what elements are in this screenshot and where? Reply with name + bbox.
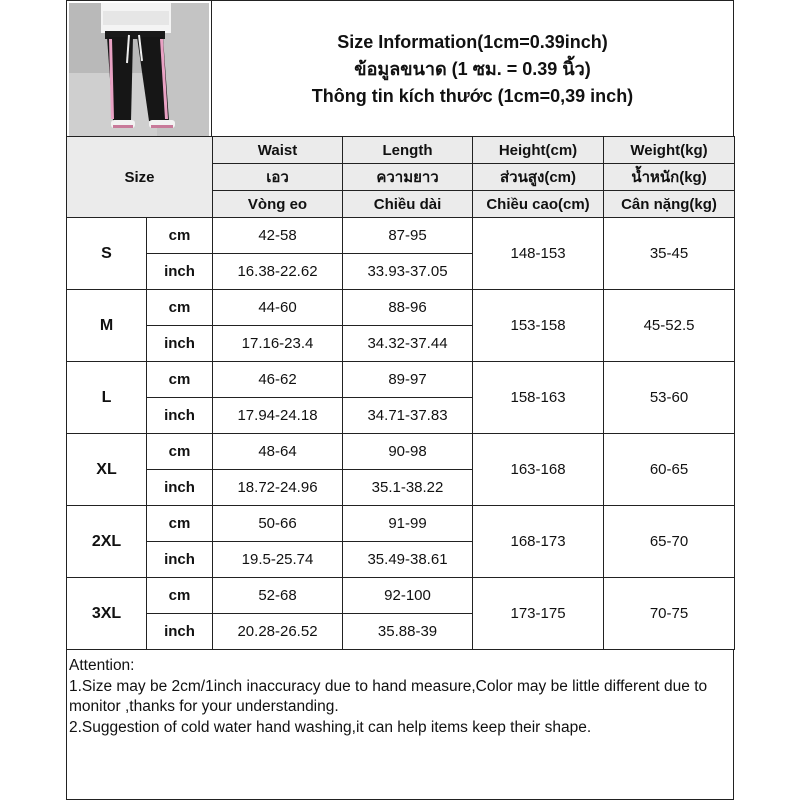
waist-cm: 50-66: [213, 506, 343, 542]
size-label: 3XL: [67, 578, 147, 650]
height-header-th: ส่วนสูง(cm): [473, 164, 604, 191]
title-vietnamese: Thông tin kích thước (1cm=0,39 inch): [311, 86, 634, 106]
table-row: [67, 218, 735, 254]
weight-range: 35-45: [604, 218, 735, 290]
waist-inch: 16.38-22.62: [213, 254, 343, 290]
weight-range: 60-65: [604, 434, 735, 506]
height-header-vi: Chiều cao(cm): [473, 191, 604, 218]
waist-inch: 19.5-25.74: [213, 542, 343, 578]
unit-cm: cm: [147, 578, 213, 614]
weight-header-vi: Cân nặng(kg): [604, 191, 735, 218]
unit-inch: inch: [147, 614, 213, 650]
header-row-english: [67, 137, 735, 164]
length-inch: 34.32-37.44: [343, 326, 473, 362]
length-inch: 33.93-37.05: [343, 254, 473, 290]
unit-cm: cm: [147, 290, 213, 326]
waist-cm: 44-60: [213, 290, 343, 326]
unit-inch: inch: [147, 254, 213, 290]
unit-cm: cm: [147, 506, 213, 542]
height-header-en: Height(cm): [473, 137, 604, 164]
attention-note-2: 2.Suggestion of cold water hand washing,it can help items keep their shape.: [69, 718, 592, 736]
length-inch: 35.88-39: [343, 614, 473, 650]
length-header-en: Length: [343, 137, 473, 164]
length-cm: 87-95: [343, 218, 473, 254]
title-english: Size Information(1cm=0.39inch): [337, 32, 608, 52]
weight-header-en: Weight(kg): [604, 137, 735, 164]
weight-range: 53-60: [604, 362, 735, 434]
table-row: [67, 362, 735, 398]
height-range: 168-173: [473, 506, 604, 578]
length-inch: 35.49-38.61: [343, 542, 473, 578]
weight-range: 65-70: [604, 506, 735, 578]
size-table: [66, 136, 735, 650]
header-photo-divider: [211, 0, 212, 137]
length-inch: 34.71-37.83: [343, 398, 473, 434]
waist-inch: 18.72-24.96: [213, 470, 343, 506]
unit-inch: inch: [147, 542, 213, 578]
waist-inch: 20.28-26.52: [213, 614, 343, 650]
size-label: L: [67, 362, 147, 434]
length-cm: 89-97: [343, 362, 473, 398]
table-row: [67, 434, 735, 470]
unit-cm: cm: [147, 362, 213, 398]
unit-cm: cm: [147, 218, 213, 254]
length-header-th: ความยาว: [343, 164, 473, 191]
model-wearing-track-pants-image: [69, 3, 209, 136]
waist-header-vi: Vòng eo: [213, 191, 343, 218]
length-header-vi: Chiều dài: [343, 191, 473, 218]
length-inch: 35.1-38.22: [343, 470, 473, 506]
length-cm: 91-99: [343, 506, 473, 542]
table-row: [67, 578, 735, 614]
waist-header-en: Waist: [213, 137, 343, 164]
product-photo: [69, 3, 209, 136]
waist-cm: 42-58: [213, 218, 343, 254]
height-range: 173-175: [473, 578, 604, 650]
size-label: XL: [67, 434, 147, 506]
unit-cm: cm: [147, 434, 213, 470]
frame-top: [66, 0, 734, 1]
length-cm: 88-96: [343, 290, 473, 326]
unit-inch: inch: [147, 326, 213, 362]
size-label: M: [67, 290, 147, 362]
waist-inch: 17.94-24.18: [213, 398, 343, 434]
unit-inch: inch: [147, 470, 213, 506]
table-row: [67, 506, 735, 542]
waist-cm: 52-68: [213, 578, 343, 614]
title-thai: ข้อมูลขนาด (1 ซม. = 0.39 นิ้ว): [354, 59, 591, 79]
height-range: 163-168: [473, 434, 604, 506]
height-range: 148-153: [473, 218, 604, 290]
weight-header-th: น้ำหนัก(kg): [604, 164, 735, 191]
size-label: 2XL: [67, 506, 147, 578]
table-row: [67, 290, 735, 326]
height-range: 158-163: [473, 362, 604, 434]
attention-heading: Attention:: [69, 657, 135, 674]
unit-inch: inch: [147, 398, 213, 434]
waist-cm: 48-64: [213, 434, 343, 470]
size-information-header: [213, 3, 732, 136]
waist-header-th: เอว: [213, 164, 343, 191]
length-cm: 90-98: [343, 434, 473, 470]
waist-inch: 17.16-23.4: [213, 326, 343, 362]
attention-note-1: 1.Size may be 2cm/1inch inaccuracy due to hand measure,Color may be little different due to monitor ,thanks for your understanding.: [69, 677, 708, 715]
length-cm: 92-100: [343, 578, 473, 614]
waist-cm: 46-62: [213, 362, 343, 398]
size-label: S: [67, 218, 147, 290]
height-range: 153-158: [473, 290, 604, 362]
weight-range: 70-75: [604, 578, 735, 650]
attention-notes: [69, 656, 734, 738]
weight-range: 45-52.5: [604, 290, 735, 362]
size-column-header: Size: [67, 137, 213, 218]
